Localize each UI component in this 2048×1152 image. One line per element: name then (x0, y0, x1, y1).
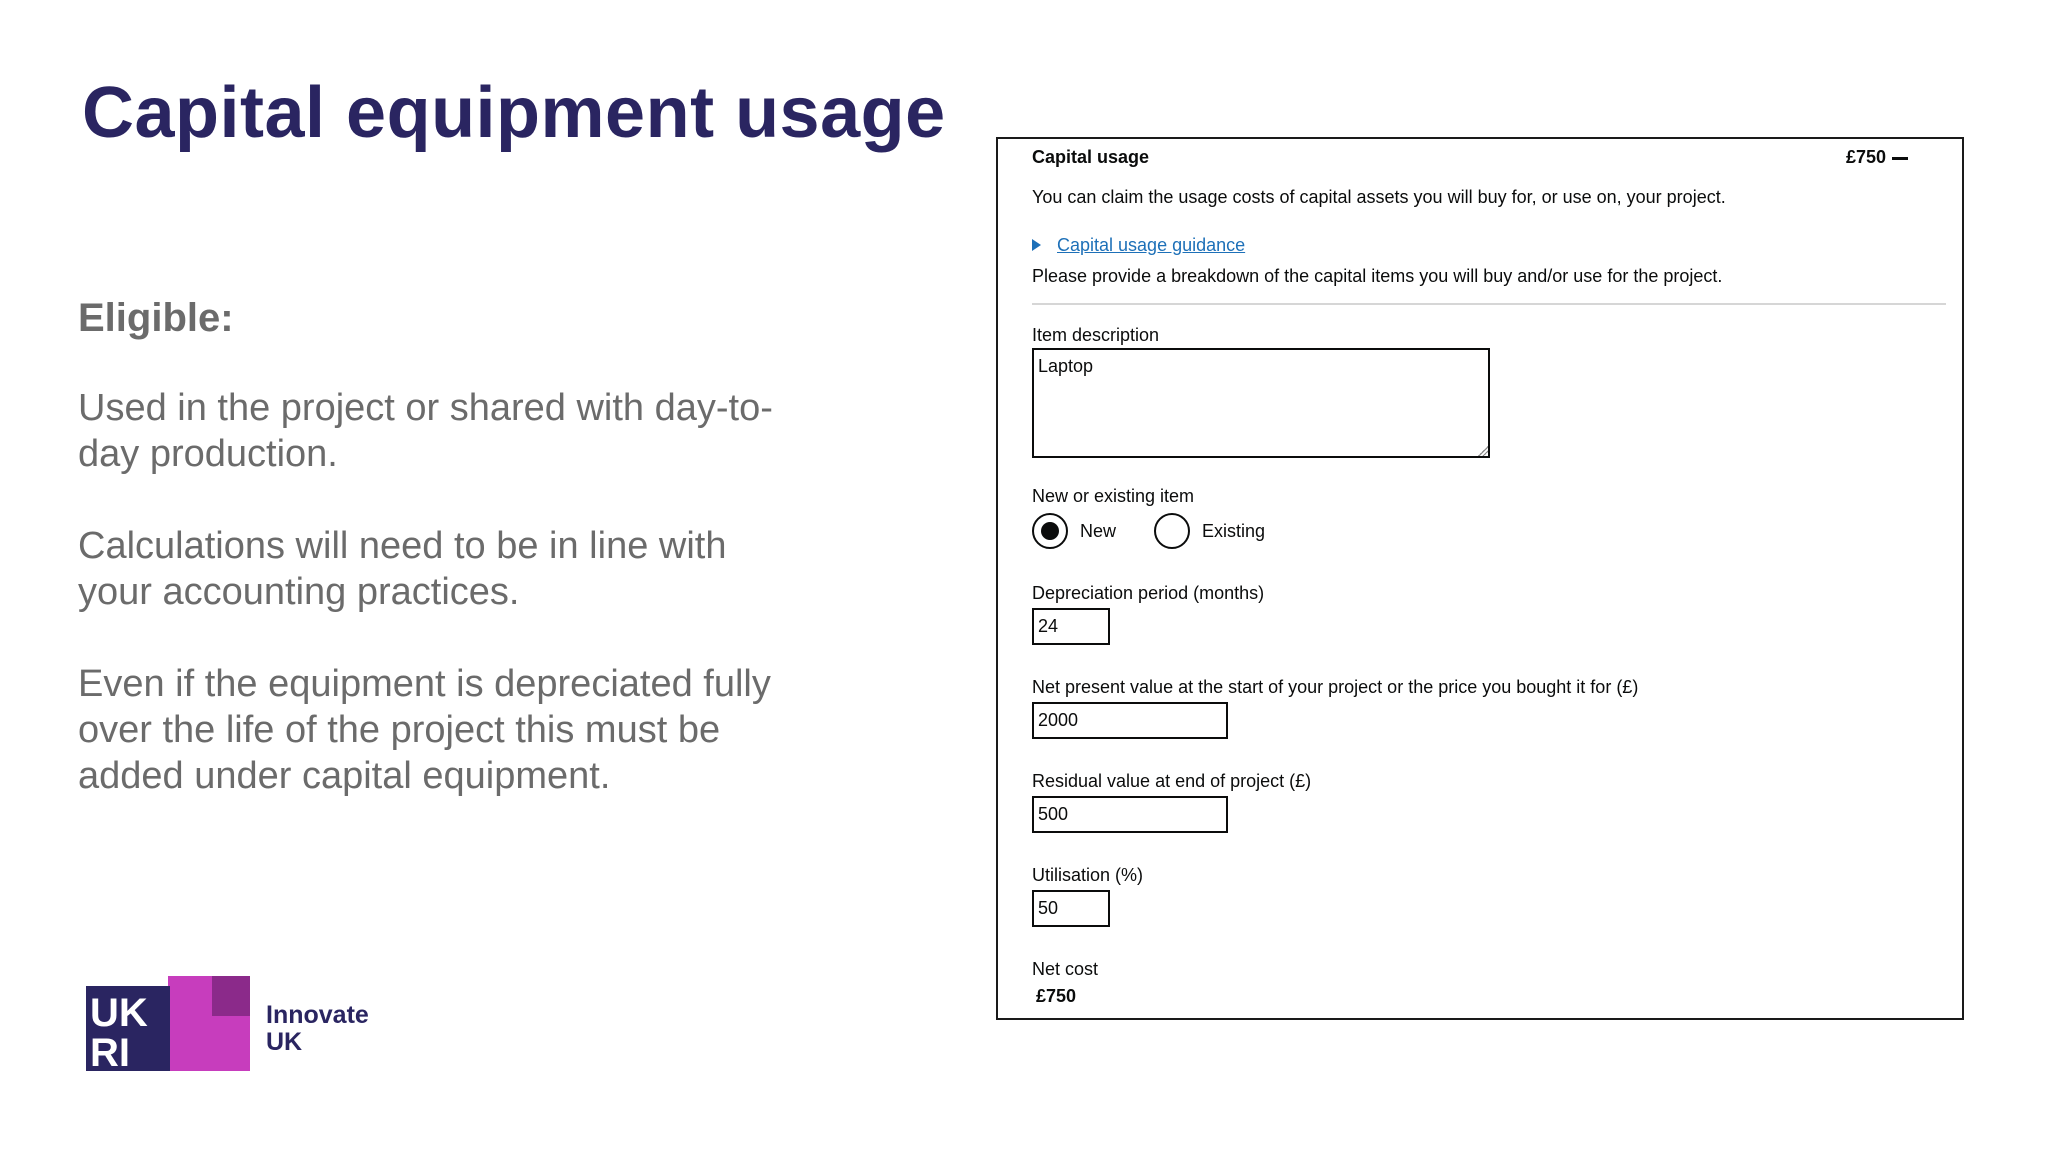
residual-value-input[interactable] (1032, 796, 1228, 833)
ukri-logo-icon (86, 976, 250, 1071)
radio-new[interactable] (1032, 513, 1116, 549)
panel-intro: You can claim the usage costs of capital assets you will buy for, or use on, your project. (1032, 187, 1726, 207)
item-description-wrap (1032, 348, 1490, 458)
eligibility-section (78, 296, 798, 845)
depreciation-input[interactable] (1032, 608, 1110, 645)
net-present-value-input[interactable] (1032, 702, 1228, 739)
net-present-value-group (1032, 677, 1928, 739)
depreciation-label: Depreciation period (months) (1032, 583, 1265, 603)
net-cost-label: Net cost (1032, 959, 1099, 979)
eligibility-paragraph-2: Calculations will need to be in line with your accounting practices. (78, 525, 727, 613)
new-or-existing-label: New or existing item (1032, 486, 1195, 506)
eligible-heading: Eligible: (78, 296, 234, 340)
eligibility-paragraph-1: Used in the project or shared with day-to-day production. (78, 387, 773, 475)
guidance-toggle[interactable] (1032, 225, 1928, 265)
capital-usage-guidance-link[interactable]: Capital usage guidance (1057, 234, 1246, 255)
radio-existing[interactable] (1154, 513, 1265, 549)
resize-grip-icon[interactable] (1478, 446, 1488, 456)
item-description-textarea[interactable] (1032, 348, 1490, 458)
new-or-existing-radios (1032, 511, 1928, 551)
slide-title: Capital equipment usage (82, 73, 946, 153)
minus-icon[interactable] (1892, 157, 1908, 160)
logo-text-innovate: Innovate (266, 1001, 369, 1029)
radio-existing-label[interactable]: Existing (1202, 520, 1266, 541)
radio-selected-dot (1041, 522, 1059, 540)
net-present-value-label: Net present value at the start of your project or the price you bought it for (£) (1032, 677, 1639, 697)
logo-text (266, 1002, 369, 1056)
breakdown-instructions: Please provide a breakdown of the capital items you will buy and/or use for the project. (1032, 266, 1723, 286)
utilisation-input[interactable] (1032, 890, 1110, 927)
net-cost-value: £750 (1036, 986, 1077, 1006)
utilisation-label: Utilisation (%) (1032, 865, 1144, 885)
item-description-group (1032, 325, 1928, 458)
radio-new-circle[interactable] (1032, 513, 1068, 549)
utilisation-group (1032, 865, 1928, 927)
panel-header[interactable] (1032, 139, 1928, 183)
eligibility-paragraph-3: Even if the equipment is depreciated fully over the life of the project this must be added under capital equipment. (78, 663, 771, 797)
capital-usage-panel (996, 137, 1964, 1020)
radio-new-label[interactable]: New (1080, 520, 1117, 541)
net-cost-group (1032, 959, 1928, 1007)
residual-value-group (1032, 771, 1928, 833)
section-divider (1032, 303, 1946, 305)
new-or-existing-group (1032, 486, 1928, 551)
innovate-uk-logo (86, 976, 406, 1076)
triangle-right-icon[interactable] (1032, 239, 1041, 251)
depreciation-group (1032, 583, 1928, 645)
svg-text:UK: UK (90, 991, 148, 1035)
residual-value-label: Residual value at end of project (£) (1032, 771, 1312, 791)
panel-title: Capital usage (1032, 147, 1150, 167)
panel-total: £750 (1845, 147, 1886, 167)
radio-existing-circle[interactable] (1154, 513, 1190, 549)
item-description-label: Item description (1032, 325, 1160, 345)
svg-text:RI: RI (90, 1031, 130, 1071)
logo-text-uk: UK (266, 1028, 303, 1056)
